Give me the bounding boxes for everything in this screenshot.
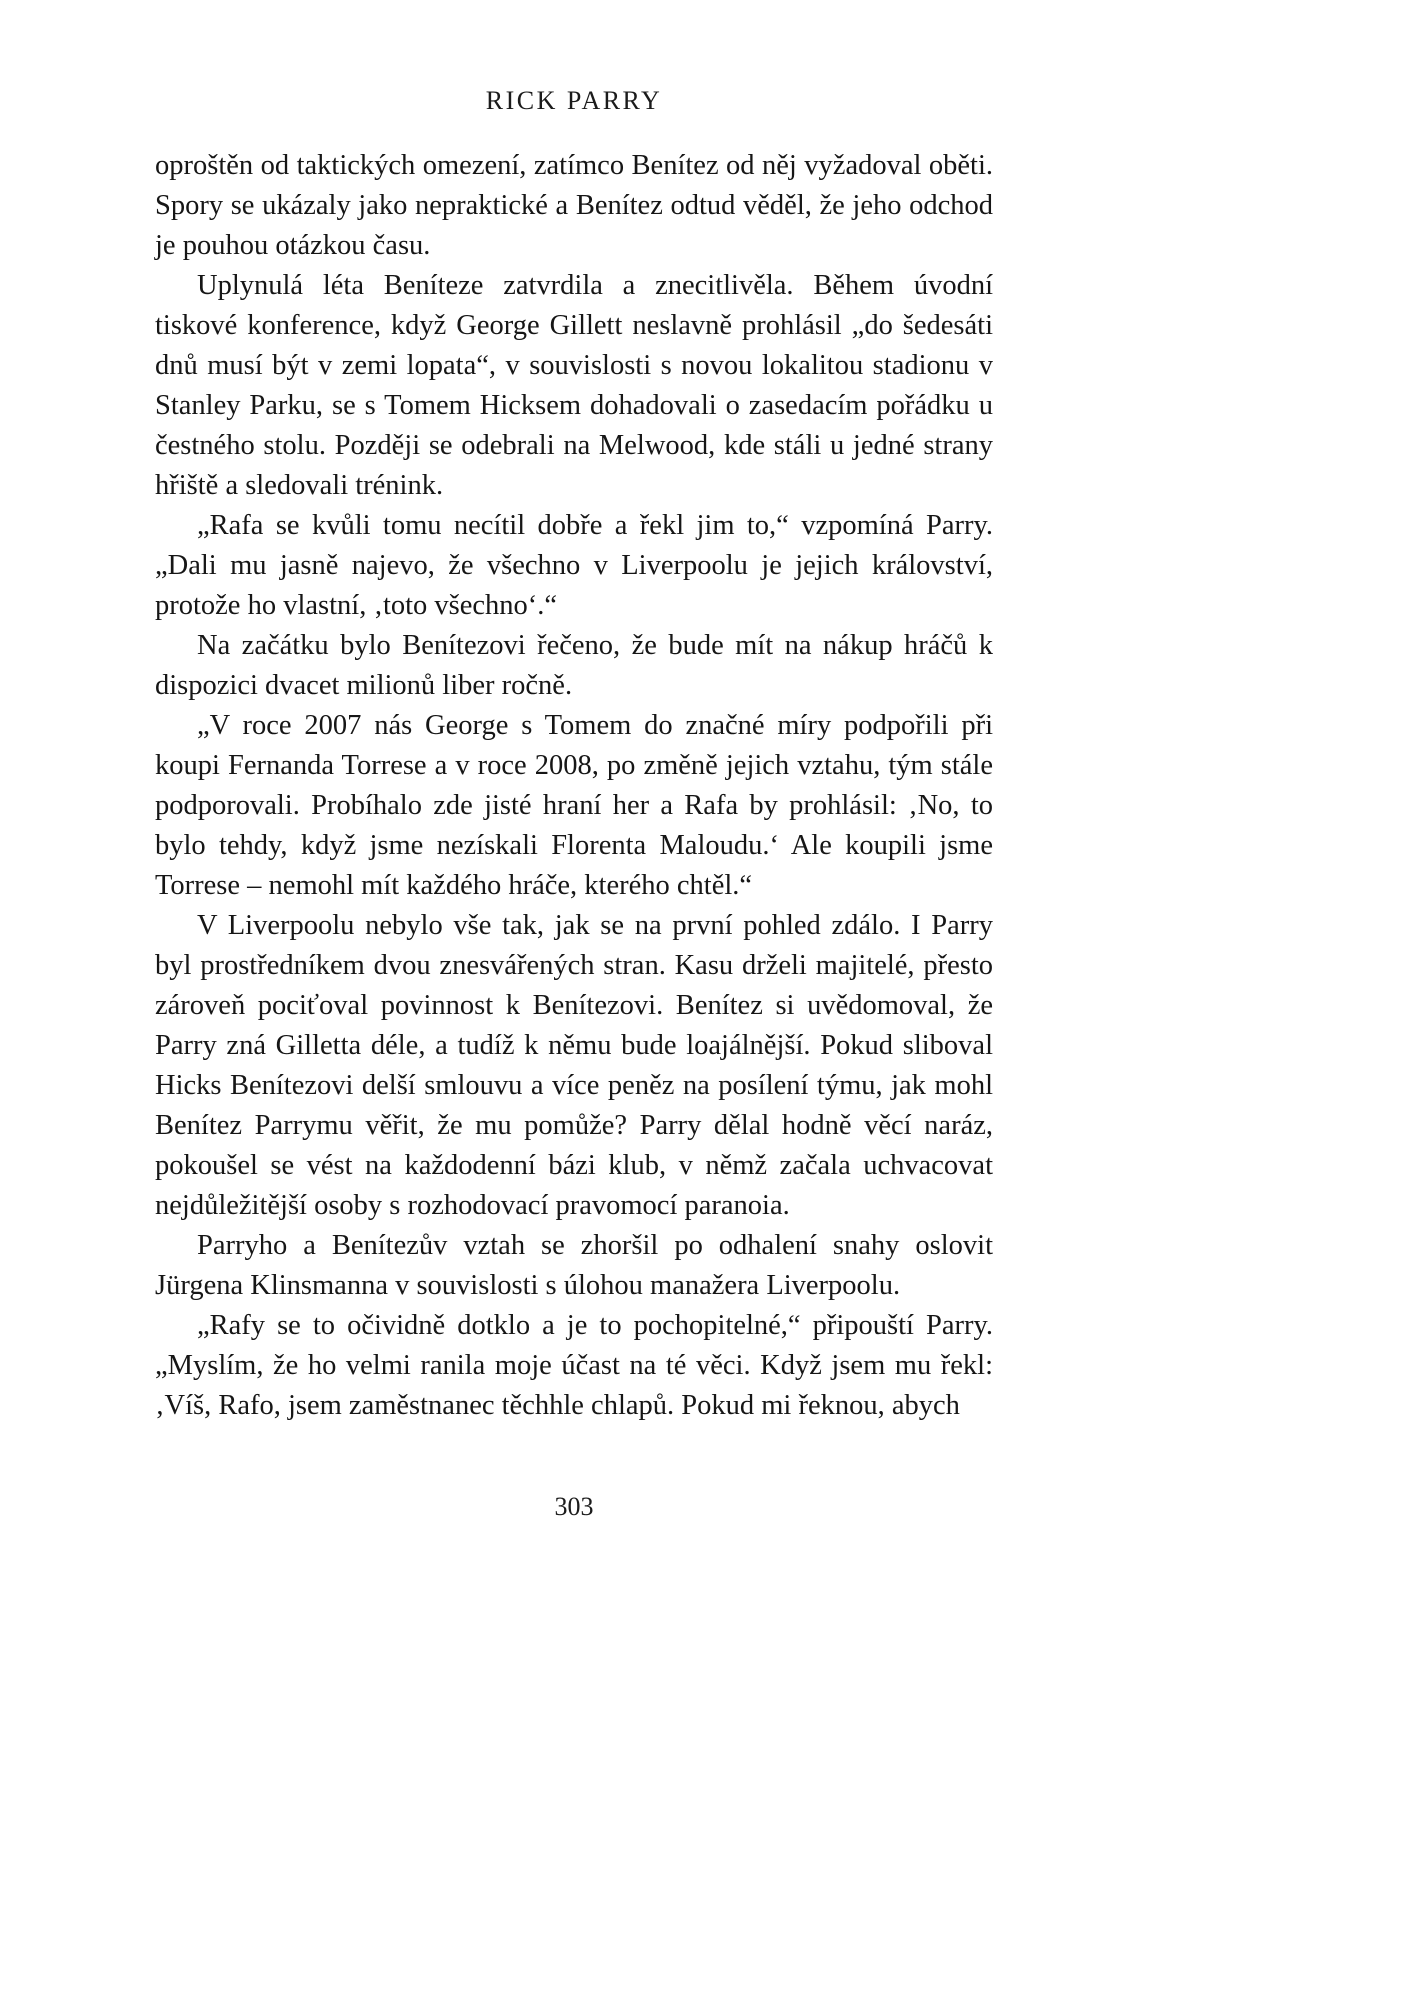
body-paragraph: „Rafa se kvůli tomu necítil dobře a řekl jim to,“ vzpomíná Parry. „Dali mu jasně najevo, že všechno v Liverpoolu je jejich království, protože ho vlastní, ‚toto všechno‘.“	[155, 510, 993, 621]
body-paragraph: Na začátku bylo Benítezovi řečeno, že bude mít na nákup hráčů k dispozici dvacet milionů liber ročně.	[155, 630, 993, 701]
body-paragraph: Parryho a Benítezův vztah se zhoršil po odhalení snahy oslovit Jürgena Klinsmanna v souvislosti s úlohou manažera Liverpoolu.	[155, 1230, 993, 1301]
body-paragraph: Uplynulá léta Beníteze zatvrdila a znecitlivěla. Během úvodní tiskové konference, když George Gillett neslavně prohlásil „do šedesáti dnů musí být v zemi lopata“, v souvislosti s novou lokalitou stadionu v Stanley Parku, se s Tomem Hicksem dohadovali o zasedacím pořádku u čestného stolu. Později se odebrali na Melwood, kde stáli u jedné strany hřiště a sledovali trénink.	[155, 270, 993, 501]
body-paragraph: oproštěn od taktických omezení, zatímco Benítez od něj vyžadoval oběti. Spory se ukázaly jako nepraktické a Benítez odtud věděl, že jeho odchod je pouhou otázkou času.	[155, 150, 993, 261]
page-number: 303	[554, 1492, 594, 1521]
body-paragraph: „Rafy se to očividně dotklo a je to pochopitelné,“ připouští Parry. „Myslím, že ho velmi ranila moje účast na té věci. Když jsem mu řekl: ‚Víš, Rafo, jsem zaměstnanec těchhle chlapů. Pokud mi řeknou, abych	[155, 1310, 993, 1421]
body-paragraph: V Liverpoolu nebylo vše tak, jak se na první pohled zdálo. I Parry byl prostředníkem dvou znesvářených stran. Kasu drželi majitelé, přesto zároveň pociťoval povinnost k Benítezovi. Benítez si uvědomoval, že Parry zná Gilletta déle, a tudíž k němu bude loajálnější. Pokud sliboval Hicks Benítezovi delší smlouvu a více peněz na posílení týmu, jak mohl Benítez Parrymu věřit, že mu pomůže? Parry dělal hodně věcí naráz, pokoušel se vést na každodenní bázi klub, v němž začala uchvacovat nejdůležitější osoby s rozhodovací pravomocí paranoia.	[155, 910, 993, 1221]
page-body-text	[155, 146, 993, 1426]
body-paragraph: „V roce 2007 nás George s Tomem do značné míry podpořili při koupi Fernanda Torrese a v roce 2008, po změně jejich vztahu, tým stále podporovali. Probíhalo zde jisté hraní her a Rafa by prohlásil: ‚No, to bylo tehdy, když jsme nezískali Florenta Maloudu.‘ Ale koupili jsme Torrese – nemohl mít každého hráče, kterého chtěl.“	[155, 710, 993, 901]
running-header: RICK PARRY	[485, 86, 663, 115]
